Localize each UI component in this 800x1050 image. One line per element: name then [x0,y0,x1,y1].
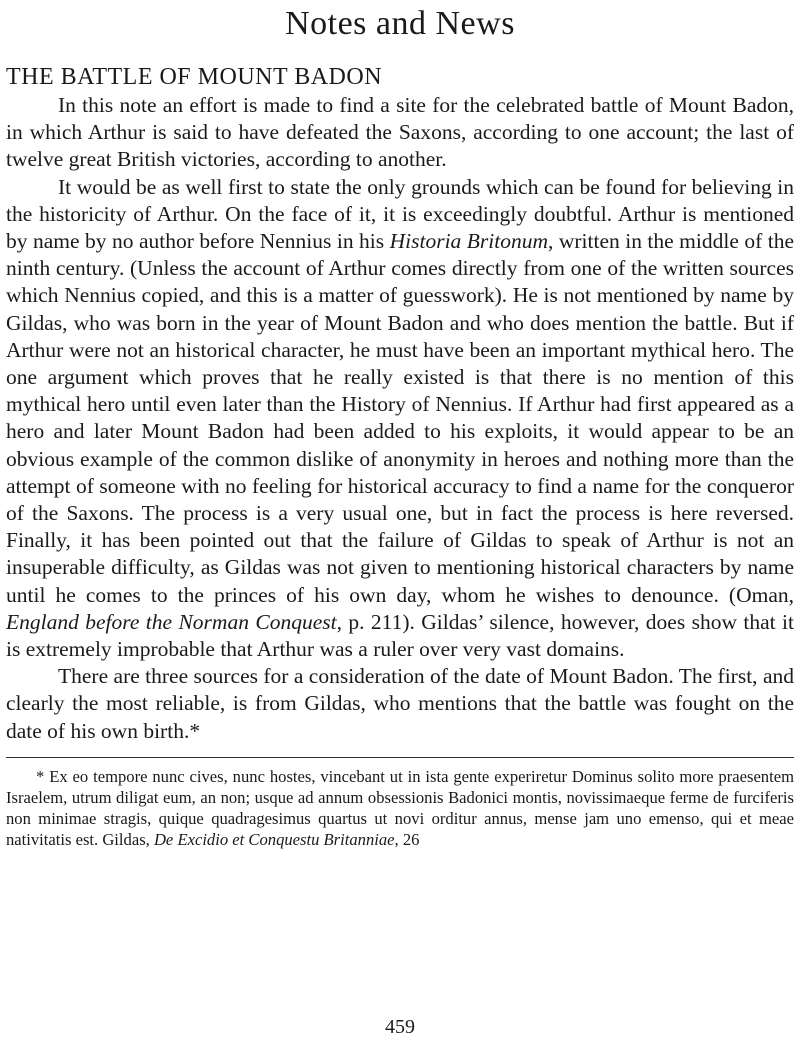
footnote [6,766,794,850]
page-number: 459 [385,1016,415,1038]
footnote-paragraph [6,766,794,850]
article-body [6,92,794,745]
paragraph-2-text-a: It would be as well first to state the only grounds which can be found for believing in the historicity of Arthur. On the face of it, it is exceedingly doubtful. Arthur is mentioned by name by no author before Nennius in his [6,174,794,254]
work-title-historia-britonum: Historia Britonum [389,229,549,254]
paragraph-2-text-b: , written in the middle of the ninth century. (Unless the account of Arthur comes directly from one of the written sources which Nennius copied, and this is a matter of guesswork). He is not mentioned by name by Gildas, who was born in the year of Mount Badon and who does mention the battle. But if Arthur were not an historical character, he must have been an important mythical hero. The one argument which proves that he really existed is that there is no mention of this mythical hero until even later than the History of Nennius. If Arthur had first appeared as a hero and later Mount Badon had been added to his exploits, it would appear to be an obvious example of the common dislike of anonymity in heroes and nothing more than the attempt of someone with no feeling for historical accuracy to find a name for the conqueror of the Saxons. The process is a very usual one, but in fact the process is here reversed. Finally, it has been pointed out that the failure of Gildas to speak of Arthur is not an insuperable difficulty, as Gildas was not given to mentioning historical characters by name until he comes to the princes of his own day, whom he wishes to denounce. (Oman, [6,229,795,607]
paragraph-2-text-c: , p. 211). Gildas’ silence, however, does show that it is extremely improbable that Arthur was a ruler over very vast domains. [6,609,794,662]
article-title: THE BATTLE OF MOUNT BADON [6,64,383,90]
footnote-text-b: , 26 [394,829,420,849]
paragraph-3 [6,663,794,745]
journal-page [6,0,794,850]
work-title-england-before-norman-conquest: England before the Norman Conquest [6,609,337,634]
paragraph-2 [6,174,794,664]
work-title-de-excidio: De Excidio et Conquestu Britanniae [153,829,395,849]
paragraph-3-text: There are three sources for a consideration of the date of Mount Badon. The first, and clearly the most reliable, is from Gildas, who mentions that the battle was fought on the date of his own birth.* [6,664,794,743]
footnote-text-a: * Ex eo tempore nunc cives, nunc hostes, vincebant ut in ista gente experiretur Dominus solito more praesentem Israelem, utrum diligat eum, an non; usque ad annum obsessionis Badonici montis, novissimaeque ferme de furciferis non minimae stragis, quique quadragesimus quartus ut novi orditur annus, mense jam uno emenso, qui et meae nativitatis est. Gildas, [6,766,794,849]
paragraph-1 [6,92,794,174]
running-header: Notes and News [285,5,515,42]
footnote-divider [6,757,794,758]
paragraph-1-text: In this note an effort is made to find a site for the celebrated battle of Mount Badon, in which Arthur is said to have defeated the Saxons, according to one account; the last of twelve great British victories, according to another. [6,93,794,172]
